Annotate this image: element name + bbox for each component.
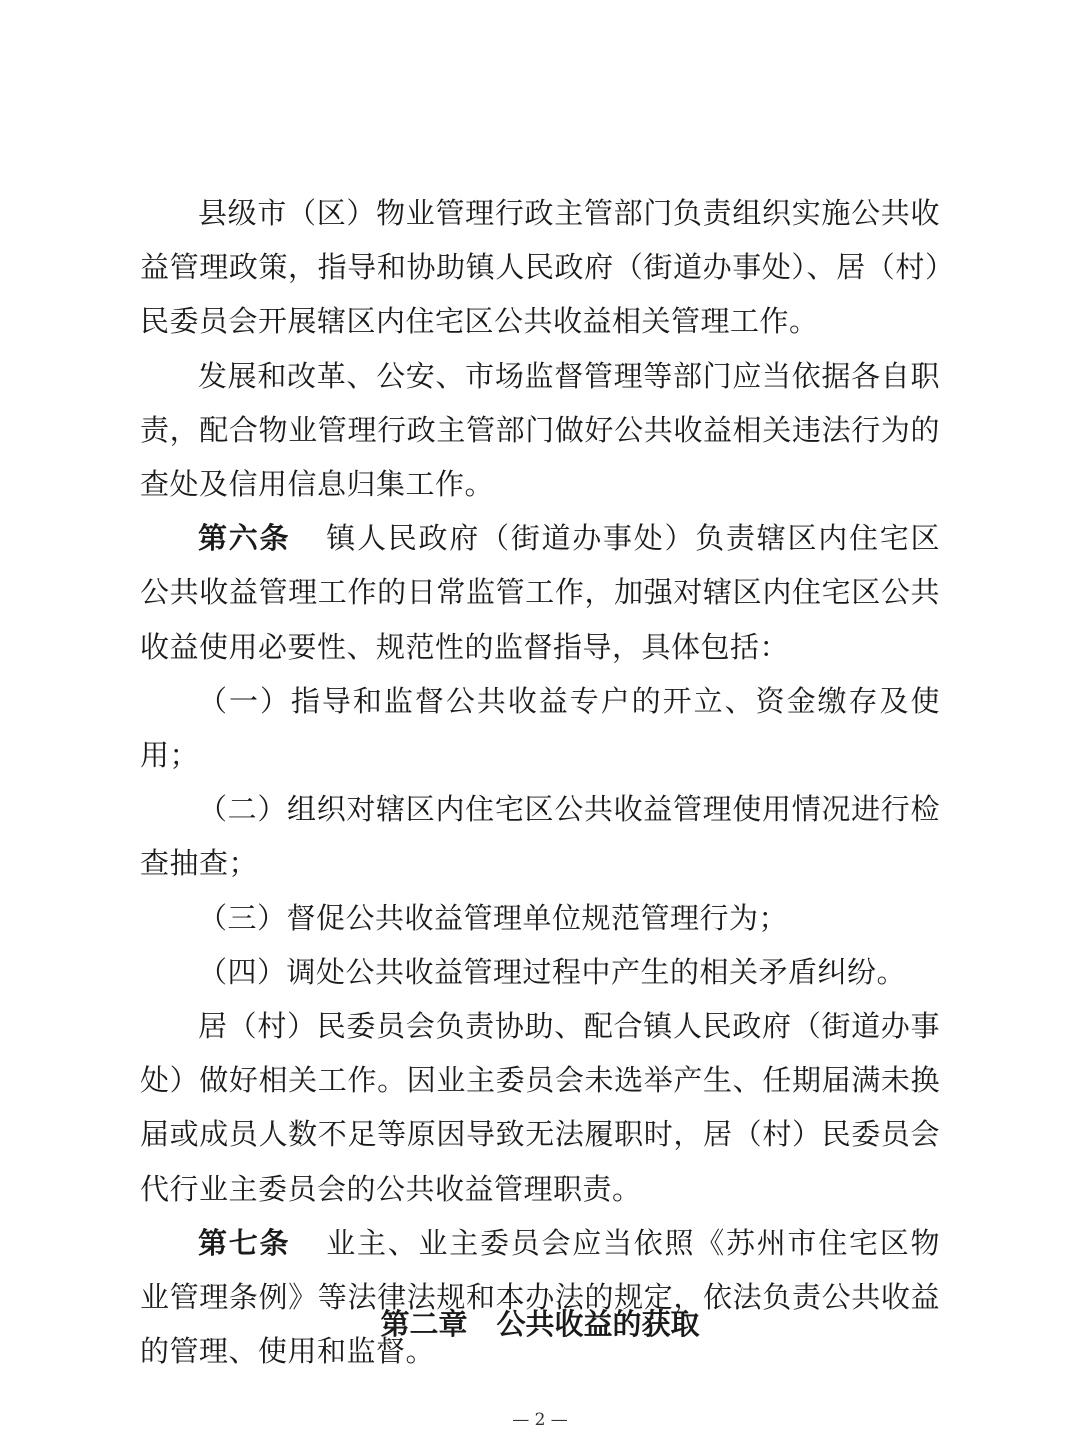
paragraph-cooperating-departments: 发展和改革、公安、市场监督管理等部门应当依据各自职责，配合物业管理行政主管部门做好公共收益相关违法行为的查处及信用信息归集工作。 <box>140 358 940 502</box>
paragraph-residents-committee: 居（村）民委员会负责协助、配合镇人民政府（街道办事处）做好相关工作。因业主委员会未选举产生、任期届满未换届或成员人数不足等原因导致无法履职时，居（村）民委员会代行业主委员会的公共收益管理职责。 <box>140 1009 940 1206</box>
article-6-text: 镇人民政府（街道办事处）负责辖区内住宅区公共收益管理工作的日常监管工作，加强对辖区内住宅区公共收益使用必要性、规范性的监督指导，具体包括： <box>140 521 940 664</box>
paragraph-county-department: 县级市（区）物业管理行政主管部门负责组织实施公共收益管理政策，指导和协助镇人民政府（街道办事处）、居（村）民委员会开展辖区内住宅区公共收益相关管理工作。 <box>140 196 940 339</box>
list-item-3: （三）督促公共收益管理单位规范管理行为； <box>198 900 789 935</box>
article-6-label: 第六条 <box>198 521 291 556</box>
list-item-4: （四）调处公共收益管理过程中产生的相关矛盾纠纷。 <box>198 954 907 989</box>
list-item-2: （二）组织对辖区内住宅区公共收益管理使用情况进行检查抽查； <box>140 792 940 881</box>
article-7 <box>140 1216 940 1379</box>
page-number: — 2 — <box>512 1410 568 1430</box>
article-6 <box>140 511 940 674</box>
list-item-1: （一）指导和监督公共收益专户的开立、资金缴存及使用； <box>140 683 940 773</box>
chapter-title: 第二章 公共收益的获取 <box>380 1307 700 1341</box>
article-7-text: 业主、业主委员会应当依照《苏州市住宅区物业管理条例》等法律法规和本办法的规定，依法负责公共收益的管理、使用和监督。 <box>140 1225 940 1369</box>
body-text <box>140 186 940 1378</box>
article-7-label: 第七条 <box>198 1225 291 1260</box>
